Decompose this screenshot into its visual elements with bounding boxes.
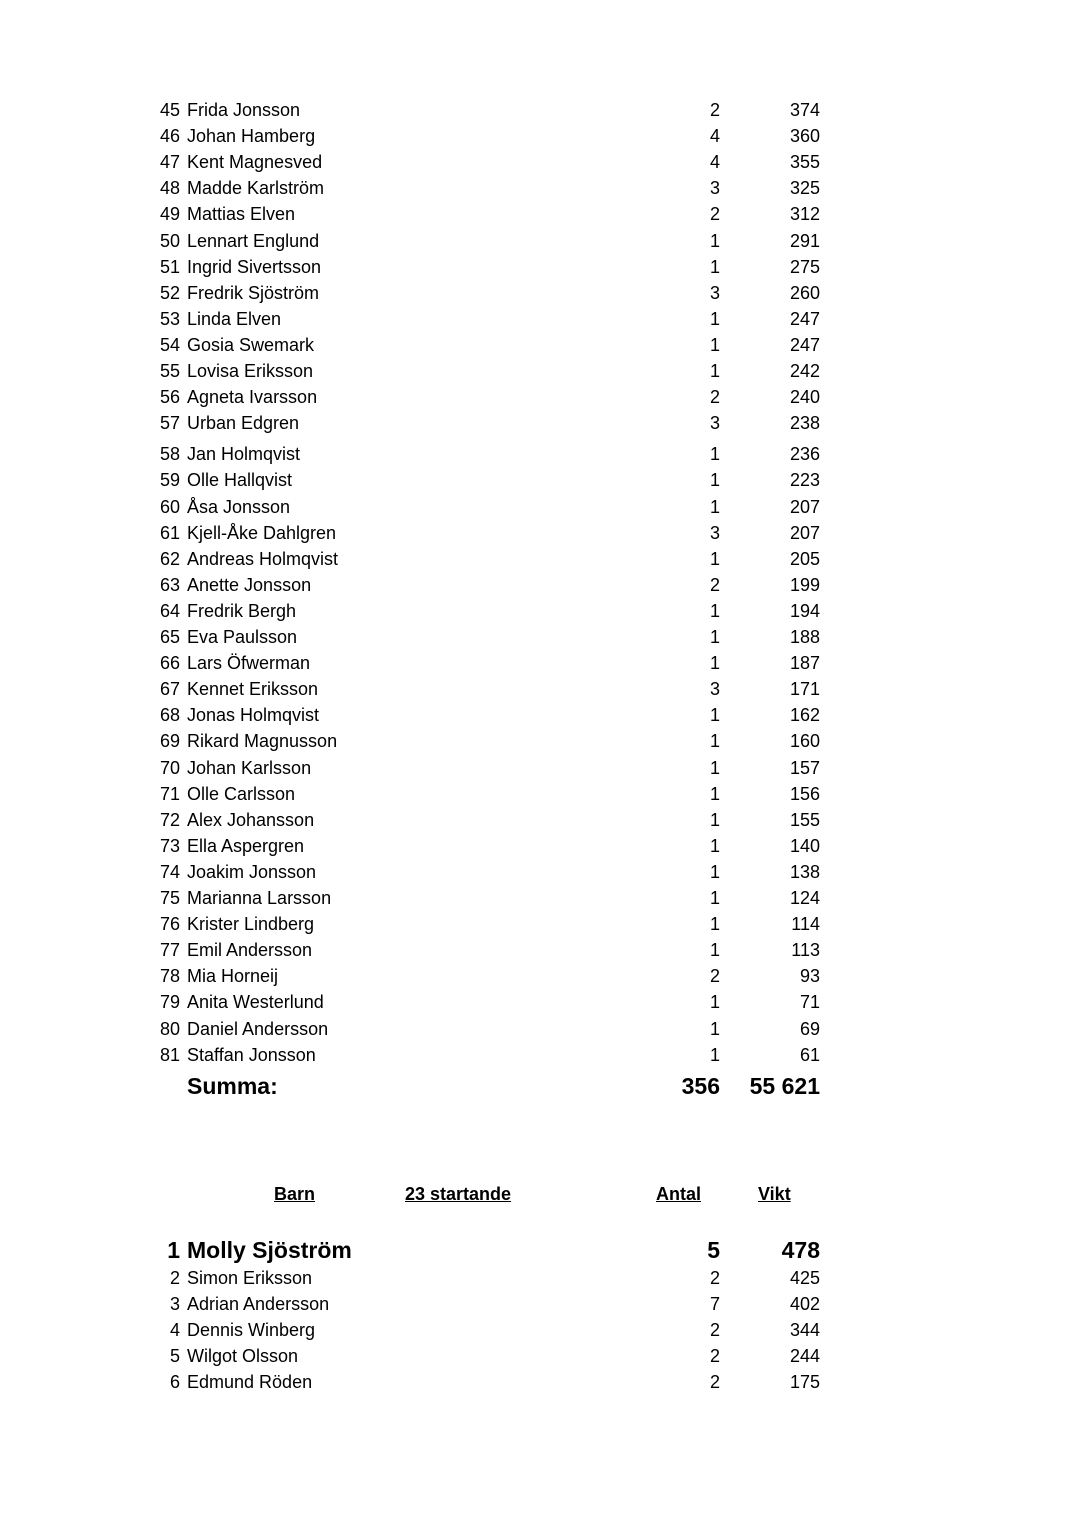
row-name: Simon Eriksson — [187, 1268, 313, 1288]
row-vikt: 312 — [789, 204, 820, 225]
row-vikt: 160 — [789, 731, 820, 752]
row-rank: 5 — [169, 1346, 180, 1366]
row-antal: 3 — [709, 178, 720, 199]
row-rank: 70 — [159, 757, 180, 778]
row-antal: 1 — [709, 705, 720, 726]
row-antal: 2 — [709, 204, 720, 225]
row-rank: 1 — [167, 1237, 180, 1263]
row-antal: 1 — [709, 809, 720, 830]
row-name: Eva Paulsson — [187, 627, 298, 647]
table-row — [0, 332, 1070, 358]
row-antal: 1 — [709, 600, 720, 621]
table-row — [0, 280, 1070, 306]
row-name: Kent Magnesved — [187, 152, 323, 173]
row-vikt: 360 — [789, 126, 820, 147]
table-row — [0, 728, 1070, 754]
row-rank: 72 — [159, 809, 180, 830]
row-name: Krister Lindberg — [187, 914, 315, 935]
table-row — [0, 624, 1070, 650]
row-vikt: 247 — [789, 308, 820, 329]
row-antal: 2 — [709, 1320, 720, 1340]
row-rank: 2 — [169, 1268, 180, 1288]
row-vikt: 355 — [789, 152, 820, 173]
row-antal: 1 — [709, 627, 720, 647]
row-vikt: 238 — [789, 413, 820, 434]
row-rank: 61 — [159, 522, 180, 543]
table-row — [0, 228, 1070, 254]
row-rank: 52 — [159, 282, 180, 303]
table-row — [0, 546, 1070, 572]
row-name: Kennet Eriksson — [187, 679, 319, 700]
row-vikt: 242 — [789, 361, 820, 381]
row-name: Lovisa Eriksson — [187, 361, 314, 381]
row-vikt: 69 — [799, 1018, 820, 1039]
row-name: Mia Horneij — [187, 966, 279, 987]
row-vikt: 207 — [789, 496, 820, 517]
row-antal: 5 — [707, 1237, 720, 1263]
row-rank: 66 — [159, 653, 180, 674]
row-name: Ella Aspergren — [187, 835, 305, 856]
row-rank: 73 — [159, 835, 180, 856]
row-rank: 51 — [159, 256, 180, 277]
summa-vikt: 55 621 — [749, 1073, 820, 1099]
row-rank: 57 — [159, 413, 180, 434]
row-name: Åsa Jonsson — [187, 496, 291, 517]
row-rank: 60 — [159, 496, 180, 517]
row-vikt: 223 — [789, 470, 820, 491]
row-name: Kjell-Åke Dahlgren — [187, 522, 337, 543]
row-antal: 4 — [709, 152, 720, 173]
row-rank: 69 — [159, 731, 180, 752]
row-rank: 76 — [159, 914, 180, 935]
row-rank: 62 — [159, 548, 180, 569]
table-row — [0, 911, 1070, 937]
row-name: Rikard Magnusson — [187, 731, 338, 752]
row-name: Jan Holmqvist — [187, 444, 301, 465]
row-rank: 4 — [169, 1320, 180, 1340]
table-row — [0, 572, 1070, 598]
row-name: Madde Karlström — [187, 178, 325, 199]
row-name: Fredrik Sjöström — [187, 282, 320, 303]
summa-antal: 356 — [681, 1073, 720, 1099]
row-name: Lennart Englund — [187, 230, 320, 251]
row-name: Alex Johansson — [187, 809, 315, 830]
row-name: Olle Hallqvist — [187, 470, 293, 491]
row-antal: 2 — [709, 1268, 720, 1288]
row-vikt: 138 — [789, 861, 820, 882]
row-antal: 1 — [709, 230, 720, 251]
row-antal: 1 — [709, 731, 720, 752]
row-vikt: 344 — [789, 1320, 820, 1340]
row-rank: 64 — [159, 600, 180, 621]
row-antal: 7 — [709, 1294, 720, 1314]
table-row — [0, 755, 1070, 781]
row-name: Adrian Andersson — [187, 1294, 330, 1314]
row-antal: 2 — [709, 387, 720, 408]
row-vikt: 157 — [789, 757, 820, 778]
row-name: Agneta Ivarsson — [187, 387, 318, 408]
row-name: Anette Jonsson — [187, 574, 312, 595]
table-row — [0, 650, 1070, 676]
row-name: Johan Hamberg — [187, 126, 316, 147]
row-rank: 77 — [159, 940, 180, 961]
row-name: Joakim Jonsson — [187, 861, 317, 882]
row-name: Andreas Holmqvist — [187, 548, 339, 569]
row-rank: 65 — [159, 627, 180, 647]
row-antal: 1 — [709, 361, 720, 381]
row-antal: 1 — [709, 496, 720, 517]
row-name: Edmund Röden — [187, 1372, 313, 1392]
row-rank: 49 — [159, 204, 180, 225]
startande-heading: 23 startande — [405, 1184, 512, 1204]
row-antal: 2 — [709, 574, 720, 595]
table-row — [0, 1369, 1070, 1395]
table-row — [0, 1291, 1070, 1317]
row-name: Dennis Winberg — [187, 1320, 316, 1340]
row-antal: 1 — [709, 992, 720, 1013]
table-row — [0, 859, 1070, 885]
row-name: Fredrik Bergh — [187, 600, 297, 621]
row-antal: 1 — [709, 888, 720, 908]
row-name: Olle Carlsson — [187, 783, 296, 804]
row-antal: 1 — [709, 835, 720, 856]
row-vikt: 244 — [789, 1346, 820, 1366]
row-name: Emil Andersson — [187, 940, 313, 961]
row-rank: 55 — [159, 361, 180, 381]
table-row — [0, 676, 1070, 702]
row-name: Gosia Swemark — [187, 334, 315, 355]
row-rank: 46 — [159, 126, 180, 147]
row-vikt: 207 — [789, 522, 820, 543]
row-vikt: 425 — [789, 1268, 820, 1288]
table-row — [0, 254, 1070, 280]
row-vikt: 188 — [789, 627, 820, 647]
row-name: Marianna Larsson — [187, 888, 332, 908]
barn-heading: Barn — [274, 1184, 316, 1204]
row-rank: 75 — [159, 888, 180, 908]
row-antal: 3 — [709, 413, 720, 434]
row-name: Daniel Andersson — [187, 1018, 329, 1039]
row-rank: 81 — [159, 1044, 180, 1065]
row-antal: 2 — [709, 1346, 720, 1366]
row-antal: 1 — [709, 1018, 720, 1039]
row-antal: 1 — [709, 308, 720, 329]
summa-label: Summa: — [187, 1073, 278, 1099]
table-row — [0, 598, 1070, 624]
row-rank: 58 — [159, 444, 180, 465]
row-rank: 48 — [159, 178, 180, 199]
row-vikt: 171 — [789, 679, 820, 700]
table-row — [0, 807, 1070, 833]
table-row — [0, 410, 1070, 436]
row-antal: 1 — [709, 548, 720, 569]
row-rank: 71 — [159, 783, 180, 804]
table-row — [0, 781, 1070, 807]
row-name: Frida Jonsson — [187, 100, 301, 120]
row-vikt: 71 — [799, 992, 820, 1013]
table-row — [0, 885, 1070, 911]
row-antal: 2 — [709, 100, 720, 120]
row-vikt: 113 — [791, 940, 820, 961]
row-antal: 1 — [709, 861, 720, 882]
table-row — [0, 123, 1070, 149]
table-row — [0, 97, 1070, 123]
row-antal: 3 — [709, 679, 720, 700]
table-row — [0, 201, 1070, 227]
row-vikt: 187 — [789, 653, 820, 674]
row-antal: 2 — [709, 1372, 720, 1392]
row-vikt: 291 — [789, 230, 820, 251]
row-rank: 74 — [159, 861, 180, 882]
row-antal: 1 — [709, 470, 720, 491]
table-row — [0, 1042, 1070, 1068]
row-rank: 63 — [159, 574, 180, 595]
table-row — [0, 384, 1070, 410]
row-name: Staffan Jonsson — [187, 1044, 316, 1065]
row-rank: 80 — [159, 1018, 180, 1039]
row-rank: 3 — [169, 1294, 180, 1314]
row-antal: 3 — [709, 522, 720, 543]
row-rank: 6 — [169, 1372, 180, 1392]
row-name: Jonas Holmqvist — [187, 705, 320, 726]
row-vikt: 247 — [789, 334, 820, 355]
table-row — [0, 306, 1070, 332]
table-row — [0, 175, 1070, 201]
row-vikt: 140 — [789, 835, 820, 856]
row-antal: 1 — [709, 783, 720, 804]
row-rank: 53 — [159, 308, 180, 329]
row-antal: 1 — [709, 653, 720, 674]
row-rank: 47 — [159, 152, 180, 173]
table-row — [0, 1265, 1070, 1291]
row-vikt: 124 — [789, 888, 820, 908]
antal-heading: Antal — [656, 1184, 701, 1204]
row-vikt: 194 — [789, 600, 820, 621]
row-rank: 54 — [159, 334, 180, 355]
row-vikt: 325 — [789, 178, 820, 199]
table-row — [0, 149, 1070, 175]
row-rank: 56 — [159, 387, 180, 408]
row-vikt: 175 — [789, 1372, 820, 1392]
table-row — [0, 937, 1070, 963]
row-rank: 50 — [159, 230, 180, 251]
row-rank: 68 — [159, 705, 180, 726]
row-rank: 67 — [159, 679, 180, 700]
row-name: Lars Öfwerman — [187, 653, 311, 674]
row-vikt: 478 — [781, 1237, 820, 1263]
row-antal: 1 — [709, 1044, 720, 1065]
summa-row — [0, 1070, 1070, 1102]
table-row — [0, 833, 1070, 859]
row-rank: 59 — [159, 470, 180, 491]
row-vikt: 156 — [789, 783, 820, 804]
row-name: Urban Edgren — [187, 413, 300, 434]
row-vikt: 162 — [789, 705, 820, 726]
table-row — [0, 989, 1070, 1015]
row-vikt: 260 — [789, 282, 820, 303]
table-row — [0, 702, 1070, 728]
row-name: Mattias Elven — [187, 204, 296, 225]
table-row — [0, 441, 1070, 467]
row-vikt: 205 — [789, 548, 820, 569]
row-antal: 1 — [709, 757, 720, 778]
row-rank: 79 — [159, 992, 180, 1013]
row-antal: 1 — [709, 914, 720, 935]
table-row — [0, 1343, 1070, 1369]
row-antal: 3 — [709, 282, 720, 303]
row-antal: 1 — [709, 334, 720, 355]
row-name: Johan Karlsson — [187, 757, 312, 778]
table-row — [0, 358, 1070, 384]
row-name: Molly Sjöström — [187, 1237, 352, 1263]
vikt-heading: Vikt — [758, 1184, 791, 1204]
table-row — [0, 467, 1070, 493]
row-antal: 1 — [709, 256, 720, 277]
row-vikt: 93 — [799, 966, 820, 987]
row-antal: 1 — [709, 444, 720, 465]
row-vikt: 114 — [791, 914, 820, 935]
table-row — [0, 494, 1070, 520]
row-rank: 78 — [159, 966, 180, 987]
table-row — [0, 520, 1070, 546]
table-row — [0, 1016, 1070, 1042]
row-name: Linda Elven — [187, 308, 282, 329]
row-name: Ingrid Sivertsson — [187, 256, 322, 277]
row-vikt: 236 — [789, 444, 820, 465]
row-vikt: 199 — [789, 574, 820, 595]
row-rank: 45 — [159, 100, 180, 120]
row-antal: 4 — [709, 126, 720, 147]
row-antal: 1 — [709, 940, 720, 961]
row-name: Wilgot Olsson — [187, 1346, 299, 1366]
row-vikt: 61 — [799, 1044, 820, 1065]
table-row — [0, 963, 1070, 989]
table-row — [0, 1234, 1070, 1266]
row-vikt: 240 — [789, 387, 820, 408]
table-row — [0, 1317, 1070, 1343]
row-vikt: 402 — [789, 1294, 820, 1314]
row-vikt: 275 — [789, 256, 820, 277]
row-name: Anita Westerlund — [187, 992, 324, 1013]
row-antal: 2 — [709, 966, 720, 987]
row-vikt: 374 — [789, 100, 820, 120]
row-vikt: 155 — [789, 809, 820, 830]
